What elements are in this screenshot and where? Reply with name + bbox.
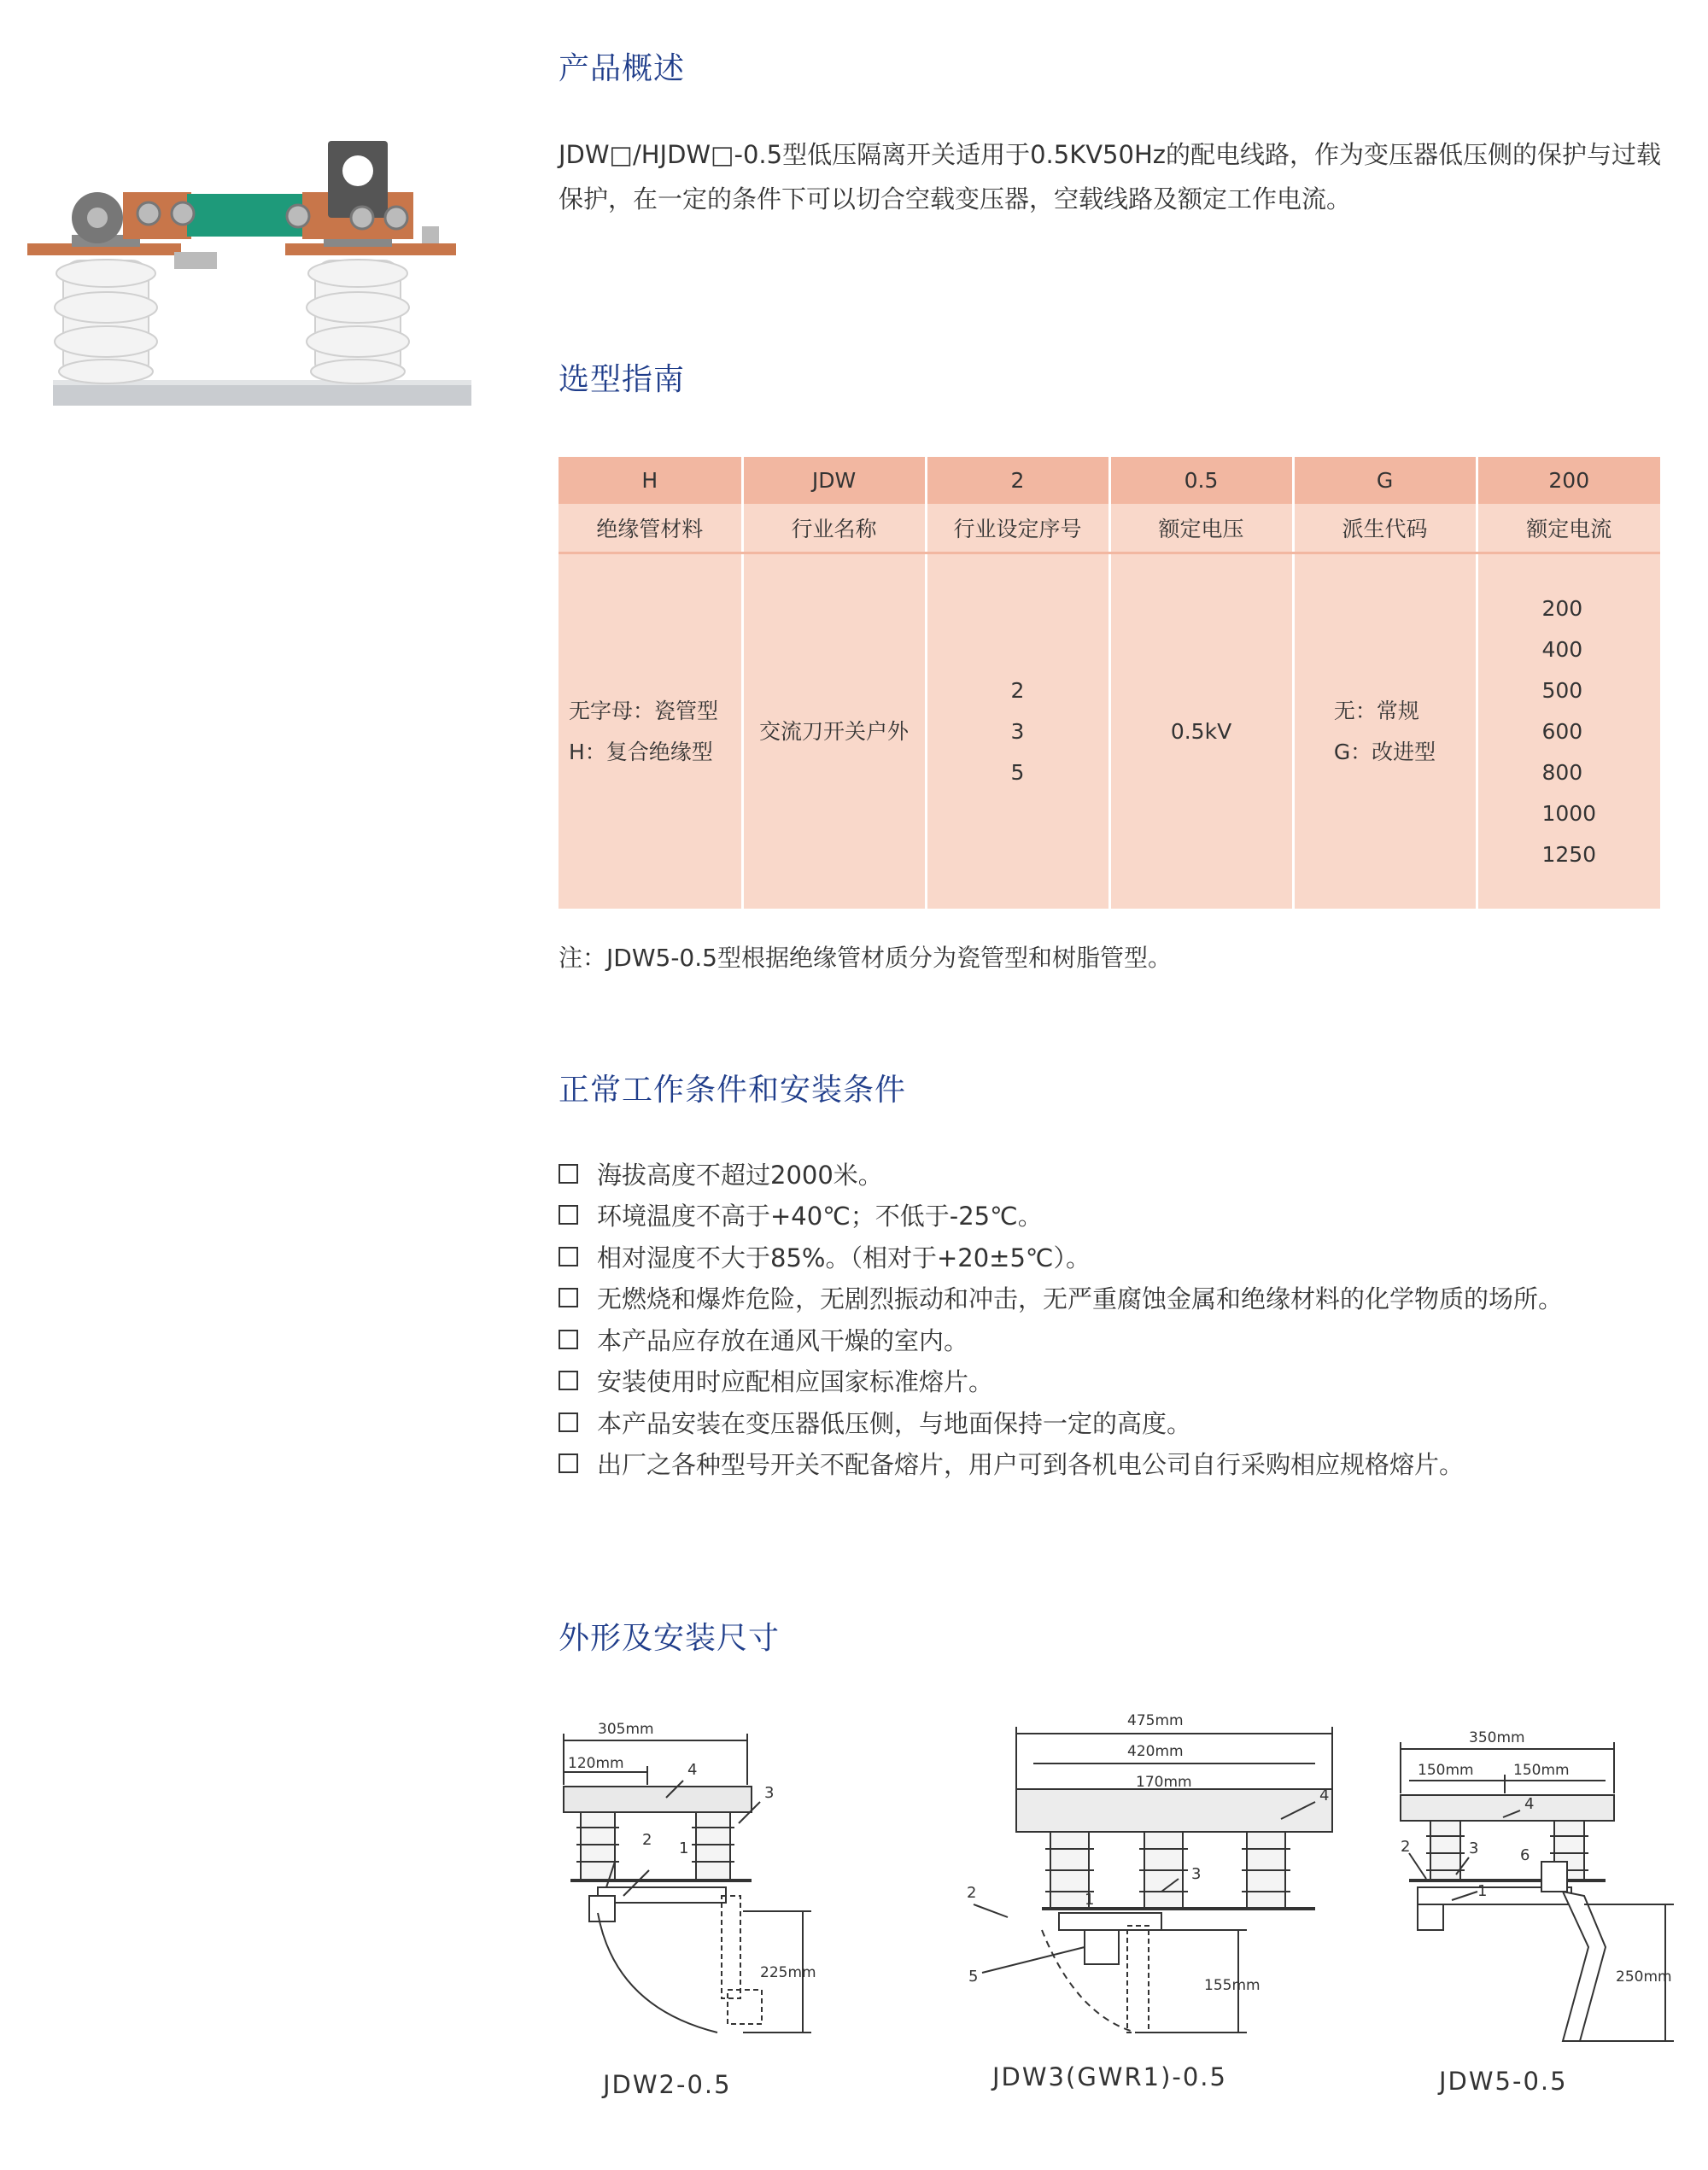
table-note: 注：JDW5-0.5型根据绝缘管材质分为瓷管型和树脂管型。	[559, 944, 1172, 972]
section-title-overview: 产品概述	[559, 51, 686, 86]
part-label: 4	[1524, 1795, 1535, 1813]
table-header-cell: H	[559, 457, 742, 504]
part-label: 3	[764, 1784, 775, 1802]
part-label: 2	[642, 1831, 652, 1849]
diagram-jdw5	[1392, 1725, 1691, 2050]
checkbox-icon	[559, 1371, 578, 1390]
part-label: 2	[967, 1884, 977, 1902]
table-subheader-cell: 额定电流	[1477, 504, 1660, 553]
table-subheader-cell: 行业设定序号	[926, 504, 1109, 553]
option-text: 400	[1541, 636, 1583, 662]
part-label: 6	[1520, 1846, 1530, 1864]
list-item	[559, 1360, 1686, 1402]
table-header-cell: JDW	[742, 457, 926, 504]
dim-label: 120mm	[568, 1755, 624, 1772]
industry-name-value: 交流刀开关户外	[742, 553, 926, 910]
part-label: 1	[679, 1840, 689, 1857]
diagram-caption-jdw3: JDW3(GWR1)-0.5	[992, 2062, 1227, 2091]
dim-label: 155mm	[1204, 1977, 1261, 1994]
checkbox-icon	[559, 1247, 578, 1266]
checkbox-icon	[559, 1413, 578, 1432]
list-item	[559, 1236, 1686, 1278]
option-text: 1000	[1541, 800, 1597, 826]
checkbox-icon	[559, 1205, 578, 1225]
checkbox-icon	[559, 1288, 578, 1307]
condition-text: 海拔高度不超过2000米。	[597, 1160, 883, 1190]
rated-current-options	[1477, 553, 1660, 910]
table-subheader-cell: 派生代码	[1293, 504, 1477, 553]
option-text: 无：常规	[1333, 698, 1419, 723]
conditions-list	[559, 1153, 1686, 1484]
insulation-material-options	[559, 553, 742, 910]
list-item	[559, 1195, 1686, 1237]
option-text: 500	[1541, 677, 1583, 703]
checkbox-icon	[559, 1330, 578, 1349]
table-header-cell: 2	[926, 457, 1109, 504]
table-header-cell: G	[1293, 457, 1477, 504]
condition-text: 无燃烧和爆炸危险，无剧烈振动和冲击，无严重腐蚀金属和绝缘材料的化学物质的场所。	[597, 1284, 1564, 1314]
checkbox-icon	[559, 1164, 578, 1184]
option-text: 无字母：瓷管型	[569, 698, 719, 723]
list-item	[559, 1153, 1686, 1195]
option-text: 200	[1541, 595, 1583, 621]
dim-label: 250mm	[1616, 1968, 1672, 1986]
part-label: 3	[1191, 1865, 1202, 1883]
list-item	[559, 1443, 1686, 1485]
list-item	[559, 1278, 1686, 1319]
insulator-left	[55, 260, 157, 383]
part-label: 5	[968, 1968, 979, 1986]
list-item	[559, 1401, 1686, 1443]
dim-label: 225mm	[760, 1964, 816, 1981]
section-title-conditions: 正常工作条件和安装条件	[559, 1073, 907, 1108]
dim-label: 150mm	[1513, 1762, 1570, 1779]
condition-text: 本产品安装在变压器低压侧，与地面保持一定的高度。	[597, 1408, 1192, 1438]
option-text: 800	[1541, 759, 1583, 785]
diagram-jdw2	[547, 1717, 828, 2050]
list-item	[559, 1319, 1686, 1360]
section-title-dimensions: 外形及安装尺寸	[559, 1621, 781, 1656]
condition-text: 安装使用时应配相应国家标准熔片。	[597, 1367, 994, 1397]
part-label: 3	[1469, 1840, 1479, 1857]
table-subheader-cell: 行业名称	[742, 504, 926, 553]
dim-label: 305mm	[598, 1721, 654, 1738]
insulator-right	[307, 260, 409, 383]
table-subheader-cell: 绝缘管材料	[559, 504, 742, 553]
table-subheader-cell: 额定电压	[1109, 504, 1293, 553]
part-label: 2	[1401, 1838, 1411, 1856]
selection-table	[559, 457, 1660, 909]
part-label: 1	[1085, 1891, 1095, 1909]
dim-label: 350mm	[1469, 1729, 1525, 1746]
option-text: 3	[1010, 718, 1025, 744]
table-body-row	[559, 553, 1660, 910]
option-text: G：改进型	[1333, 739, 1436, 764]
table-header-cell: 0.5	[1109, 457, 1293, 504]
option-text: 5	[1010, 759, 1025, 785]
option-text: 2	[1010, 677, 1025, 703]
option-text: 1250	[1541, 841, 1597, 867]
option-text: H：复合绝缘型	[569, 739, 713, 764]
part-label: 4	[1319, 1787, 1330, 1804]
dim-label: 150mm	[1418, 1762, 1474, 1779]
product-photo	[20, 132, 482, 414]
serial-number-options	[926, 553, 1109, 910]
table-subheader-row	[559, 504, 1660, 553]
section-title-guide: 选型指南	[559, 362, 686, 397]
dim-label: 170mm	[1136, 1774, 1192, 1791]
condition-text: 环境温度不高于+40℃；不低于-25℃。	[597, 1202, 1043, 1231]
condition-text: 出厂之各种型号开关不配备熔片，用户可到各机电公司自行采购相应规格熔片。	[597, 1450, 1465, 1480]
condition-text: 本产品应存放在通风干燥的室内。	[597, 1325, 969, 1355]
part-label: 1	[1477, 1882, 1488, 1900]
dim-label: 475mm	[1127, 1712, 1184, 1729]
condition-text: 相对湿度不大于85%。（相对于+20±5℃）。	[597, 1243, 1091, 1272]
rated-voltage-value: 0.5kV	[1109, 553, 1293, 910]
diagram-caption-jdw2: JDW2-0.5	[603, 2070, 732, 2099]
part-label: 4	[687, 1761, 698, 1779]
table-header-cell: 200	[1477, 457, 1660, 504]
diagram-caption-jdw5: JDW5-0.5	[1439, 2067, 1568, 2096]
derivative-code-options	[1293, 553, 1477, 910]
diagram-jdw3	[956, 1708, 1366, 2050]
dim-label: 420mm	[1127, 1743, 1184, 1760]
option-text: 600	[1541, 718, 1583, 744]
checkbox-icon	[559, 1453, 578, 1473]
table-header-row	[559, 457, 1660, 504]
intro-paragraph: JDW□/HJDW□-0.5型低压隔离开关适用于0.5KV50Hz的配电线路，作为变压器低压侧的保护与过载保护，在一定的条件下可以切合空载变压器，空载线路及额定工作电流。	[559, 140, 1661, 213]
